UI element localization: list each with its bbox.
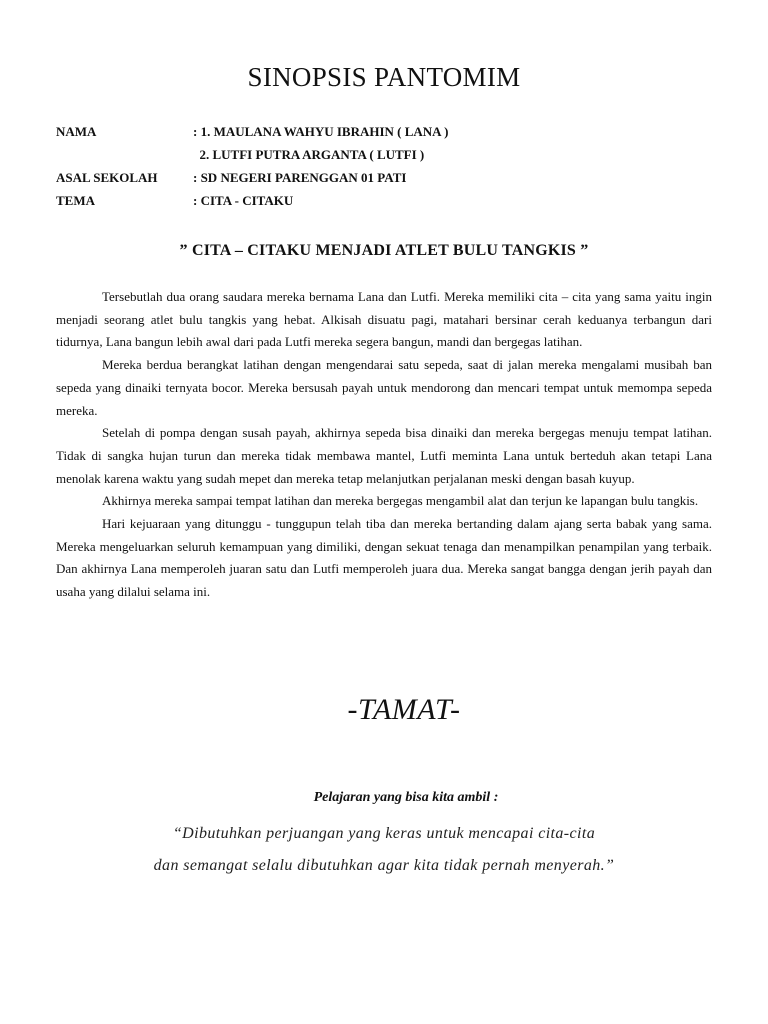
info-label: ASAL SEKOLAH <box>56 170 158 185</box>
story-body <box>56 286 712 604</box>
paragraph: Mereka berdua berangkat latihan dengan mengendarai satu sepeda, saat di jalan mereka mengalami musibah ban sepeda yang dinaiki ternyata bocor. Mereka bersusah payah untuk mendorong dan mencari tempat untuk memompa sepeda mereka. <box>56 357 712 418</box>
quote-line: dan semangat selalu dibutuhkan agar kita tidak pernah menyerah.” <box>153 857 615 874</box>
info-value: : 1. MAULANA WAHYU IBRAHIN ( LANA ) <box>193 124 449 139</box>
info-value: : SD NEGERI PARENGGAN 01 PATI <box>193 170 407 185</box>
paragraph: Tersebutlah dua orang saudara mereka bernama Lana dan Lutfi. Mereka memiliki cita – cita yang sama yaitu ingin menjadi seorang atlet bulu tangkis yang hebat. Alkisah disuatu pagi, matahari bersinar cerah keduanya terbangun dari tidurnya, Lana bangun lebih awal dari pada Lutfi mereka segera bangun, mandi dan bergegas latihan. <box>56 289 712 350</box>
ending-text: -TAMAT- <box>347 693 461 726</box>
info-row-name <box>56 120 716 143</box>
info-value: 2. LUTFI PUTRA ARGANTA ( LUTFI ) <box>193 147 425 162</box>
paragraph: Hari kejuaraan yang ditunggu - tunggupun telah tiba dan mereka bertanding dalam ajang serta babak yang sama. Mereka mengeluarkan seluruh kemampuan yang dimiliki, dengan sekuat tenaga dan menampilkan penampilan yang terbaik. Dan akhirnya Lana memperoleh juaran satu dan Lutfi memperoleh juara dua. Mereka sangat bangga dengan jerih payah dan usaha yang dilalui selama ini. <box>56 516 712 600</box>
info-row-theme <box>56 189 716 212</box>
quote-line: “Dibutuhkan perjuangan yang keras untuk mencapai cita-cita <box>172 825 596 842</box>
identity-table <box>56 120 716 212</box>
document-title: SINOPSIS PANTOMIM <box>247 62 521 92</box>
info-label: TEMA <box>56 193 95 208</box>
lesson-quote <box>0 818 768 882</box>
info-label: NAMA <box>56 124 97 139</box>
info-row-school <box>56 166 716 189</box>
info-row-name-2 <box>56 143 716 166</box>
paragraph: Setelah di pompa dengan susah payah, akhirnya sepeda bisa dinaiki dan mereka bergegas menuju tempat latihan. Tidak di sangka hujan turun dan mereka tidak membawa mantel, Lutfi meminta Lana untuk berteduh akan tetapi Lana menolak karena waktu yang sudah mepet dan mereka tetap melanjutkan perjalanan meski dengan basah kuyup. <box>56 425 712 486</box>
info-value: : CITA - CITAKU <box>193 193 294 208</box>
story-title: ” CITA – CITAKU MENJADI ATLET BULU TANGKIS ” <box>179 242 589 259</box>
paragraph: Akhirnya mereka sampai tempat latihan dan mereka bergegas mengambil alat dan terjun ke lapangan bulu tangkis. <box>102 493 699 509</box>
lesson-heading: Pelajaran yang bisa kita ambil : <box>313 790 499 805</box>
